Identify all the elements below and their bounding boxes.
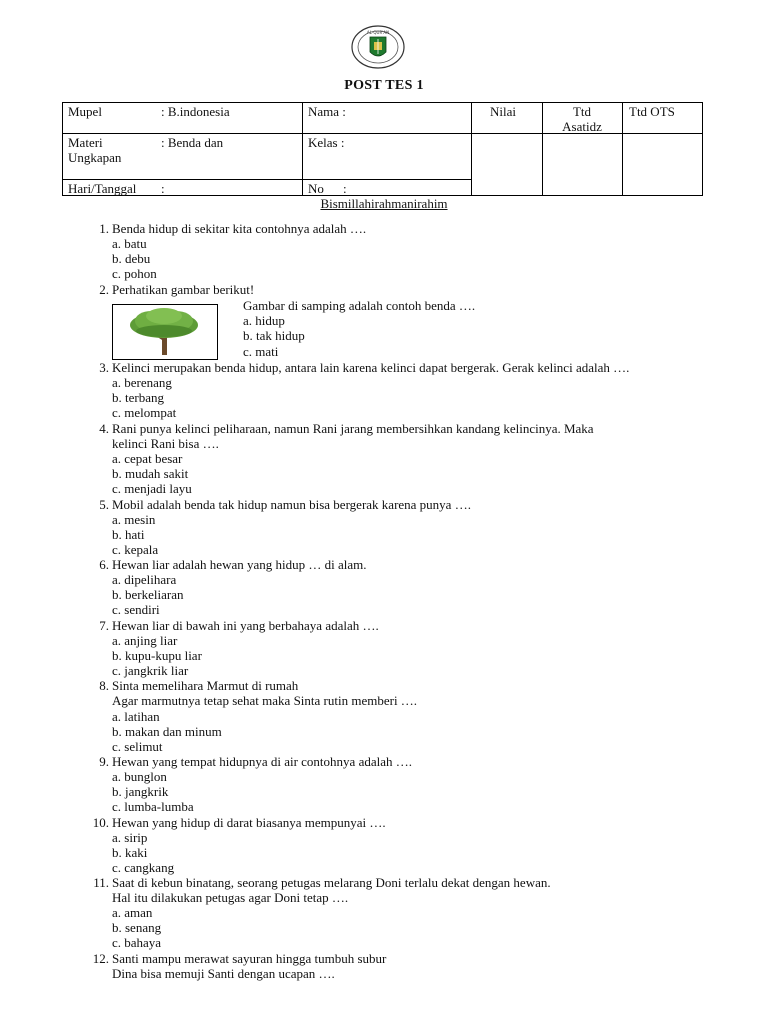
- materi-label-cont: Ungkapan: [68, 150, 122, 165]
- question-text-cont: kelinci Rani bisa ….: [112, 436, 219, 451]
- option-a: a. mesin: [112, 512, 156, 527]
- option-a: a. sirip: [112, 830, 148, 845]
- option-c: c. sendiri: [112, 602, 160, 617]
- ttd-asatidz-label: Ttd: [572, 104, 592, 119]
- question-number: 9.: [99, 754, 109, 769]
- nama-field[interactable]: Nama :: [308, 104, 346, 119]
- option-a: a. bunglon: [112, 769, 167, 784]
- question-text: Sinta memelihara Marmut di rumah: [112, 678, 299, 693]
- option-c: c. kepala: [112, 542, 159, 557]
- option-c: c. menjadi layu: [112, 481, 192, 496]
- question-text-cont: Dina bisa memuji Santi dengan ucapan ….: [112, 966, 335, 981]
- question-number: 2.: [99, 282, 109, 297]
- bismillah: Bismillahirahmanirahim: [320, 196, 448, 211]
- option-b: b. hati: [112, 527, 145, 542]
- question-text: Hewan liar di bawah ini yang berbahaya adalah ….: [112, 618, 379, 633]
- option-a: a. cepat besar: [112, 451, 183, 466]
- option-b: b. berkeliaran: [112, 587, 184, 602]
- no-field[interactable]: :: [343, 181, 347, 196]
- option-a: a. batu: [112, 236, 147, 251]
- question-number: 8.: [99, 678, 109, 693]
- header-table: [62, 102, 703, 196]
- ttd-ots-label: Ttd OTS: [629, 104, 675, 119]
- option-c: c. bahaya: [112, 935, 162, 950]
- nilai-label: Nilai: [490, 104, 516, 119]
- question-number: 6.: [99, 557, 109, 572]
- question-text: Hewan liar adalah hewan yang hidup … di alam.: [112, 557, 367, 572]
- option-b: b. tak hidup: [243, 328, 305, 343]
- question-text: Saat di kebun binatang, seorang petugas melarang Doni terlalu dekat dengan hewan.: [112, 875, 551, 890]
- hari-tanggal-value: :: [161, 181, 165, 196]
- option-c: c. lumba-lumba: [112, 799, 194, 814]
- question-text-cont: Agar marmutnya tetap sehat maka Sinta rutin memberi ….: [112, 693, 418, 708]
- tree-image: [112, 304, 218, 360]
- option-b: b. senang: [112, 920, 162, 935]
- option-a: a. latihan: [112, 709, 160, 724]
- option-a: a. dipelihara: [112, 572, 177, 587]
- school-logo: [349, 24, 407, 70]
- question-number: 3.: [99, 360, 109, 375]
- question-number: 7.: [99, 618, 109, 633]
- mupel-value: : B.indonesia: [161, 104, 230, 119]
- option-c: c. selimut: [112, 739, 163, 754]
- option-a: a. anjing liar: [112, 633, 178, 648]
- option-b: b. mudah sakit: [112, 466, 189, 481]
- option-c: c. melompat: [112, 405, 177, 420]
- question-text: Perhatikan gambar berikut!: [112, 282, 255, 297]
- question-text: Hewan yang hidup di darat biasanya mempunyai ….: [112, 815, 386, 830]
- kelas-field[interactable]: Kelas :: [308, 135, 345, 150]
- option-c: c. jangkrik liar: [112, 663, 189, 678]
- hari-tanggal-label: Hari/Tanggal: [68, 181, 137, 196]
- option-a: a. berenang: [112, 375, 172, 390]
- question-text: Santi mampu merawat sayuran hingga tumbuh subur: [112, 951, 387, 966]
- option-b: b. terbang: [112, 390, 164, 405]
- question-number: 12.: [92, 951, 109, 966]
- question-text: Rani punya kelinci peliharaan, namun Rani jarang membersihkan kandang kelincinya. Maka: [112, 421, 594, 436]
- option-c: c. pohon: [112, 266, 157, 281]
- option-c: c. mati: [243, 344, 279, 359]
- no-label: No: [308, 181, 324, 196]
- materi-value: : Benda dan: [161, 135, 224, 150]
- question-number: 11.: [93, 875, 109, 890]
- option-b: b. kaki: [112, 845, 148, 860]
- option-b: b. makan dan minum: [112, 724, 222, 739]
- logo-text: AL-QUR'AN: [366, 30, 390, 35]
- mupel-label: Mupel: [68, 104, 102, 119]
- page-title: POST TES 1: [344, 78, 424, 93]
- question-text: Kelinci merupakan benda hidup, antara lain karena kelinci dapat bergerak. Gerak kelinci adalah ….: [112, 360, 630, 375]
- ttd-asatidz-label-cont: Asatidz: [562, 119, 602, 134]
- question-side-text: Gambar di samping adalah contoh benda ….: [243, 298, 476, 313]
- question-number: 5.: [99, 497, 109, 512]
- option-b: b. jangkrik: [112, 784, 169, 799]
- question-number: 4.: [99, 421, 109, 436]
- option-c: c. cangkang: [112, 860, 175, 875]
- question-number: 1.: [99, 221, 109, 236]
- question-text: Hewan yang tempat hidupnya di air contohnya adalah ….: [112, 754, 412, 769]
- question-text-cont: Hal itu dilakukan petugas agar Doni tetap ….: [112, 890, 349, 905]
- question-text: Benda hidup di sekitar kita contohnya adalah ….: [112, 221, 367, 236]
- question-number: 10.: [92, 815, 109, 830]
- tree-icon: [113, 305, 217, 359]
- option-a: a. aman: [112, 905, 153, 920]
- materi-label: Materi: [68, 135, 103, 150]
- option-b: b. debu: [112, 251, 151, 266]
- question-text: Mobil adalah benda tak hidup namun bisa bergerak karena punya ….: [112, 497, 471, 512]
- option-b: b. kupu-kupu liar: [112, 648, 202, 663]
- option-a: a. hidup: [243, 313, 285, 328]
